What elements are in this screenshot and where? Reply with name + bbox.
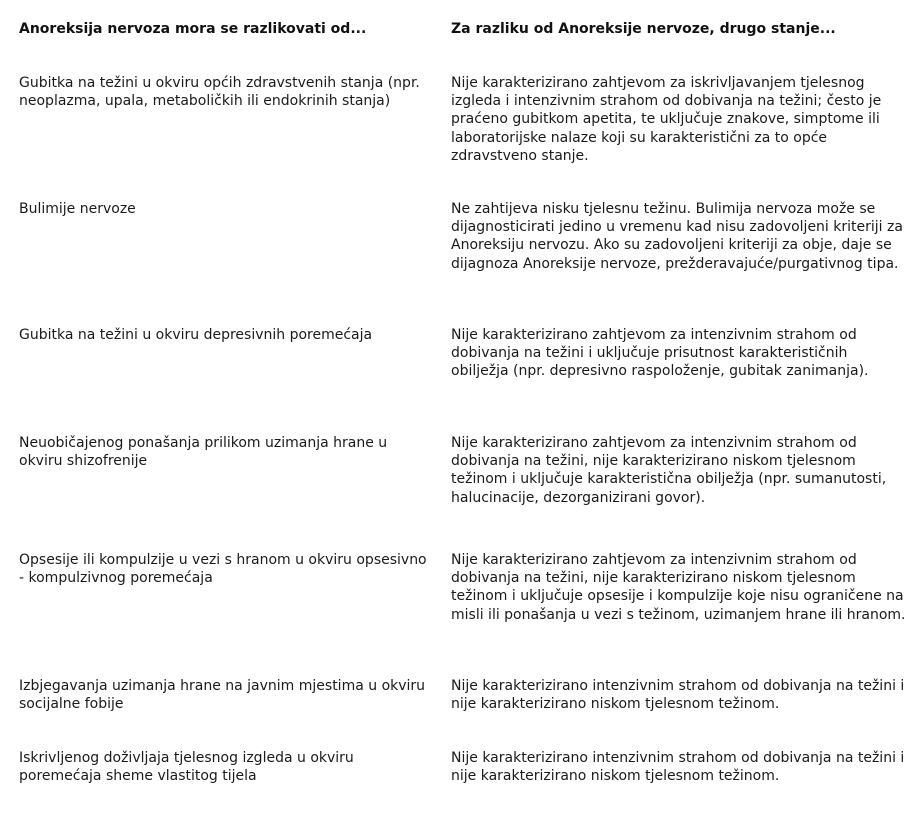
difference-cell: Nije karakterizirano zahtjevom za intenzivnim strahom od dobivanja na težini, nije karakterizirano niskom tjelesnom težinom i uključuje opsesije i kompulzije koje nisu ograničene na misli ili ponašanja u vezi s težinom, uzimanjem hrane ili hranom. (451, 552, 906, 623)
condition-cell: Iskrivljenog doživljaja tjelesnog izgleda u okviru poremećaja sheme vlastitog tijela (19, 750, 354, 785)
difference-cell: Nije karakterizirano zahtjevom za intenzivnim strahom od dobivanja na težini i uključuje prisutnost karakterističnih obilježja (npr. depresivno raspoloženje, gubitak zanimanja). (451, 327, 869, 380)
difference-cell: Ne zahtijeva nisku tjelesnu težinu. Bulimija nervoza može se dijagnosticirati jedino u vremenu kad nisu zadovoljeni kriteriji za Anoreksiju nervozu. Ako su zadovoljeni kriteriji za obje, daje se dijagnoza Anoreksije nervoze, prežderavajuće/purgativnog tipa. (451, 201, 903, 272)
difference-cell: Nije karakterizirano intenzivnim strahom od dobivanja na težini i nije karakterizirano niskom tjelesnom težinom. (451, 750, 905, 785)
header-right: Za razliku od Anoreksije nervoze, drugo stanje... (451, 21, 836, 37)
condition-cell: Gubitka na težini u okviru depresivnih poremećaja (19, 327, 373, 343)
condition-cell: Opsesije ili kompulzije u vezi s hranom u okviru opsesivno - kompulzivnog poremećaja (19, 552, 427, 587)
difference-cell: Nije karakterizirano zahtjevom za iskrivljavanjem tjelesnog izgleda i intenzivnim strahom od dobivanja na težini; često je praćeno gubitkom apetita, te uključuje znakove, simptome ili laboratorijske nalaze koji su karakteristični za to opće zdravstveno stanje. (451, 75, 882, 164)
condition-cell: Izbjegavanja uzimanja hrane na javnim mjestima u okviru socijalne fobije (19, 678, 426, 713)
condition-cell: Gubitka na težini u okviru općih zdravstvenih stanja (npr. neoplazma, upala, metaboličkih ili endokrinih stanja) (19, 75, 420, 110)
condition-cell: Bulimije nervoze (19, 201, 136, 217)
difference-cell: Nije karakterizirano zahtjevom za intenzivnim strahom od dobivanja na težini, nije karakterizirano niskom tjelesnom težinom i uključuje karakteristična obilježja (npr. sumanutosti, halucinacije, dezorganizirani govor). (451, 435, 887, 506)
header-left: Anoreksija nervoza mora se razlikovati od... (19, 21, 367, 37)
difference-cell: Nije karakterizirano intenzivnim strahom od dobivanja na težini i nije karakterizirano niskom tjelesnom težinom. (451, 678, 905, 713)
condition-cell: Neuobičajenog ponašanja prilikom uzimanja hrane u okviru shizofrenije (19, 435, 388, 470)
